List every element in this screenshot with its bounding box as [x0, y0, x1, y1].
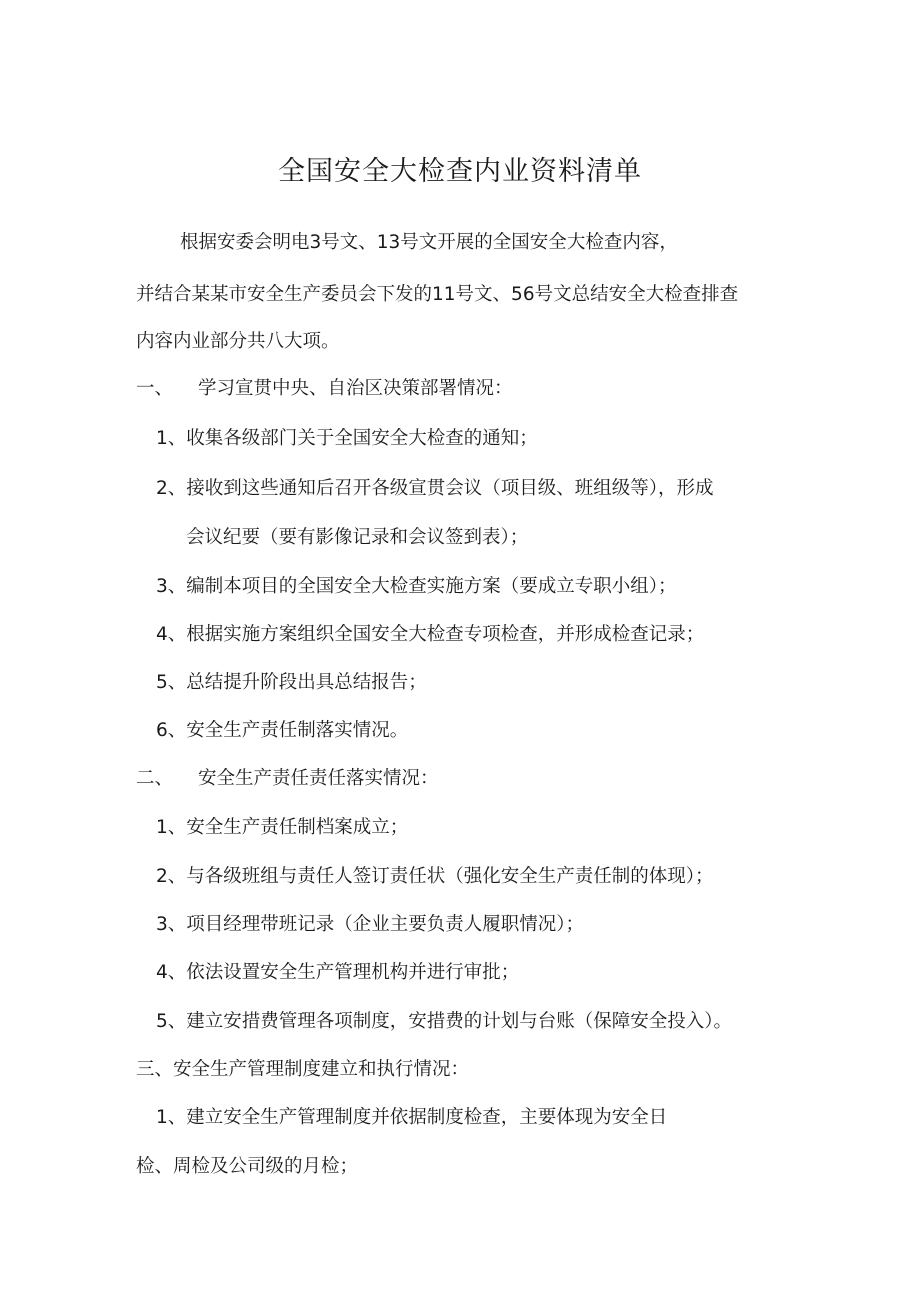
section-heading	[136, 764, 439, 794]
document-title: 全国安全大检查内业资料清单	[278, 156, 642, 187]
list-item: 4、根据实施方案组织全国安全大检查专项检查，并形成检查记录；	[156, 624, 705, 645]
list-item: 3、编制本项目的全国安全大检查实施方案（要成立专职小组）；	[156, 576, 677, 597]
list-item: 6、安全生产责任制落实情况。	[156, 720, 409, 741]
list-item: 2、与各级班组与责任人签订责任状（强化安全生产责任制的体现）；	[156, 866, 714, 887]
list-item: 4、依法设置安全生产管理机构并进行审批；	[156, 962, 520, 983]
list-item-continuation: 检、周检及公司级的月检；	[136, 1156, 359, 1177]
intro-line: 内容内业部分共八大项。	[136, 331, 340, 352]
list-item: 1、建立安全生产管理制度并依据制度检查，主要体现为安全日	[156, 1107, 668, 1128]
intro-line: 根据安委会明电3号文、13号文开展的全国安全大检查内容，	[180, 232, 678, 253]
section-title: 学习宣贯中央、自治区决策部署情况：	[198, 378, 513, 399]
list-item: 1、收集各级部门关于全国安全大检查的通知；	[156, 428, 538, 449]
list-item: 5、总结提升阶段出具总结报告；	[156, 672, 427, 693]
section-number: 一、	[136, 378, 174, 399]
list-item: 5、建立安措费管理各项制度，安措费的计划与台账（保障安全投入）。	[156, 1011, 733, 1032]
list-item-continuation: 会议纪要（要有影像记录和会议签到表）；	[186, 527, 529, 548]
section-number: 二、	[136, 768, 174, 789]
list-item: 2、接收到这些通知后召开各级宣贯会议（项目级、班组级等），形成	[156, 478, 714, 499]
intro-line: 并结合某某市安全生产委员会下发的11号文、56号文总结安全大检查排查	[136, 284, 739, 305]
section-heading	[136, 374, 513, 404]
section-title: 安全生产责任责任落实情况：	[198, 768, 439, 789]
list-item: 1、安全生产责任制档案成立；	[156, 817, 409, 838]
section-heading: 三、安全生产管理制度建立和执行情况：	[136, 1059, 470, 1080]
list-item: 3、项目经理带班记录（企业主要负责人履职情况）；	[156, 914, 585, 935]
